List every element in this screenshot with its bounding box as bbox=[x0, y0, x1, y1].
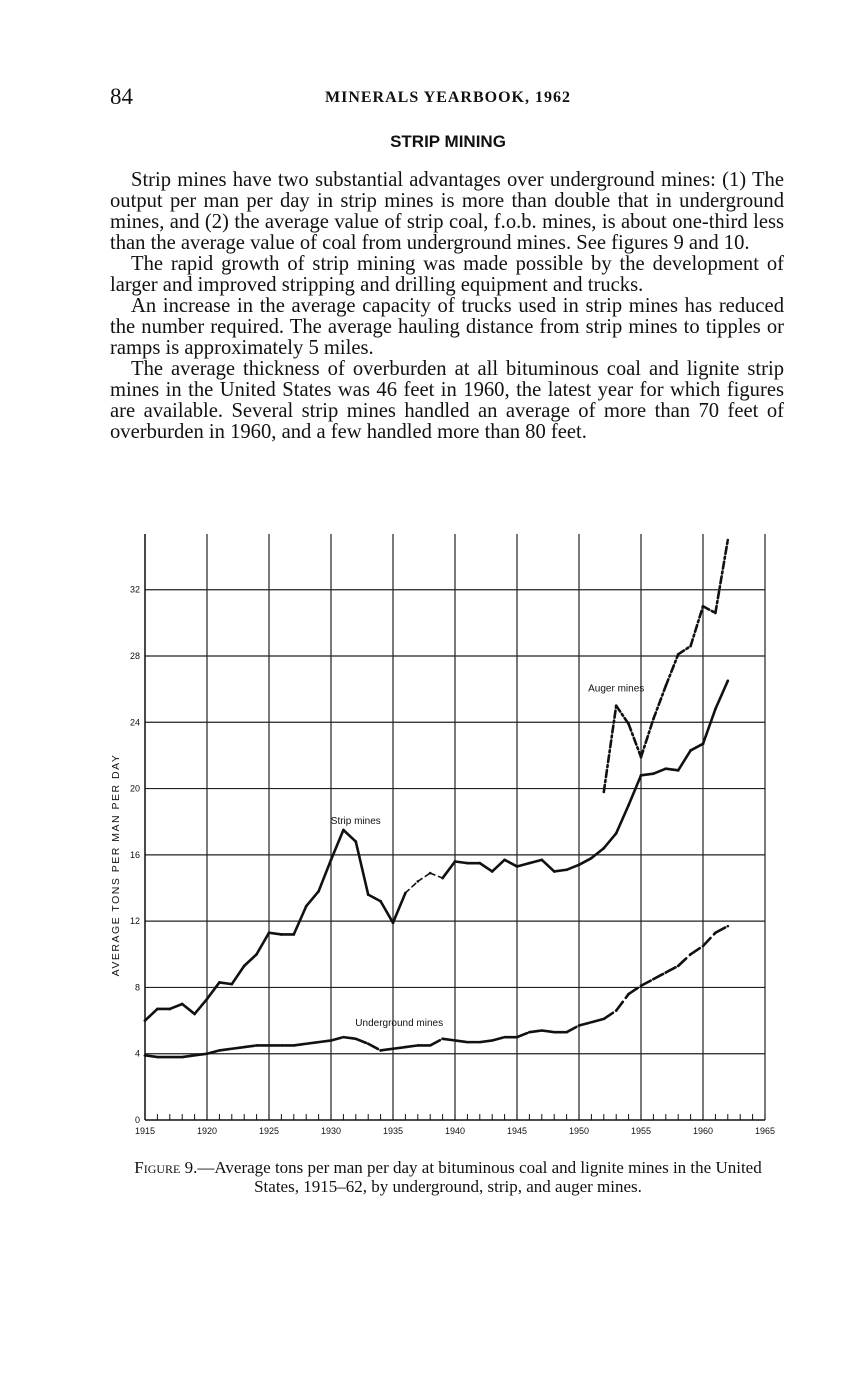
series-segment bbox=[517, 863, 529, 866]
series-segment bbox=[653, 973, 665, 980]
series-segment bbox=[393, 893, 405, 923]
series-segment bbox=[653, 769, 665, 774]
series-segment bbox=[319, 860, 331, 891]
series-segment bbox=[542, 1031, 554, 1033]
y-tick-label: 8 bbox=[134, 982, 140, 993]
x-tick-label: 1915 bbox=[134, 1126, 156, 1136]
data-point bbox=[652, 978, 655, 981]
data-point bbox=[603, 1018, 606, 1021]
data-point bbox=[578, 864, 581, 867]
series-segment bbox=[678, 954, 690, 966]
data-point bbox=[243, 1046, 246, 1049]
series-segment bbox=[591, 848, 603, 858]
data-point bbox=[553, 870, 556, 873]
series-segment bbox=[529, 1031, 541, 1033]
data-point bbox=[317, 1041, 320, 1044]
data-point bbox=[218, 1049, 221, 1052]
series-segment bbox=[232, 1047, 244, 1049]
data-point bbox=[565, 1031, 568, 1034]
data-point bbox=[516, 1036, 519, 1039]
series-segment bbox=[703, 933, 715, 946]
series-segment bbox=[567, 1026, 579, 1033]
series-segment bbox=[517, 1032, 529, 1037]
series-segment bbox=[294, 1044, 306, 1046]
data-point bbox=[491, 870, 494, 873]
series-segment bbox=[616, 994, 628, 1011]
series-segment bbox=[604, 833, 616, 848]
data-point bbox=[479, 862, 482, 865]
series-segment bbox=[232, 966, 244, 984]
data-point bbox=[392, 1047, 395, 1050]
series-segment bbox=[691, 946, 703, 954]
series-segment bbox=[331, 1037, 343, 1040]
series-segment bbox=[591, 1019, 603, 1022]
series-segment bbox=[715, 540, 727, 613]
data-point bbox=[156, 1008, 159, 1011]
data-point bbox=[727, 539, 730, 542]
data-point bbox=[640, 774, 643, 777]
series-segment bbox=[666, 769, 678, 771]
series-segment bbox=[182, 1004, 194, 1014]
data-point bbox=[144, 1054, 147, 1057]
y-tick-label: 4 bbox=[134, 1048, 140, 1059]
data-point bbox=[727, 925, 730, 928]
data-point bbox=[342, 829, 345, 832]
series-segment bbox=[715, 681, 727, 709]
series-segment bbox=[529, 860, 541, 863]
data-point bbox=[305, 905, 308, 908]
series-segment bbox=[393, 1047, 405, 1049]
series-segment bbox=[343, 1037, 355, 1039]
series-segment bbox=[492, 860, 504, 872]
series-segment bbox=[244, 954, 256, 966]
data-point bbox=[441, 877, 444, 880]
data-point bbox=[280, 933, 283, 936]
series-segment bbox=[294, 906, 306, 934]
data-point bbox=[677, 653, 680, 656]
data-point bbox=[193, 1054, 196, 1057]
data-point bbox=[702, 743, 705, 746]
data-point bbox=[603, 791, 606, 794]
data-point bbox=[181, 1056, 184, 1059]
section-heading: STRIP MINING bbox=[390, 132, 506, 151]
figure-caption bbox=[110, 1158, 786, 1196]
data-point bbox=[466, 862, 469, 865]
line-chart bbox=[100, 530, 790, 1150]
data-point bbox=[206, 1052, 209, 1055]
series-segment bbox=[554, 870, 566, 872]
running-head: MINERALS YEARBOOK, 1962 bbox=[325, 89, 571, 106]
data-point bbox=[603, 847, 606, 850]
data-point bbox=[454, 1039, 457, 1042]
series-segment bbox=[715, 926, 727, 933]
data-point bbox=[330, 859, 333, 862]
series-label: Strip mines bbox=[330, 816, 381, 827]
y-tick-label: 32 bbox=[129, 584, 140, 595]
series-segment bbox=[480, 863, 492, 871]
series-segment bbox=[219, 982, 231, 984]
y-tick-label: 12 bbox=[129, 916, 140, 927]
series-segment bbox=[381, 901, 393, 923]
series-segment bbox=[443, 861, 455, 878]
series-segment bbox=[455, 1040, 467, 1042]
data-point bbox=[441, 1038, 444, 1041]
data-point bbox=[367, 1042, 370, 1045]
data-point bbox=[615, 1009, 618, 1012]
data-point bbox=[379, 900, 382, 903]
data-point bbox=[689, 645, 692, 648]
data-point bbox=[689, 749, 692, 752]
series-segment bbox=[195, 1054, 207, 1056]
series-segment bbox=[257, 933, 269, 955]
series-segment bbox=[616, 805, 628, 833]
data-point bbox=[677, 965, 680, 968]
data-point bbox=[404, 1046, 407, 1049]
paragraph: The average thickness of overburden at all bituminous coal and lignite strip mines in the United States was 46 feet in 1960, the latest year for which figures are available. Several strip mines handled an average of more than 70 feet of overburden in 1960, and a few handled more than 80 feet. bbox=[110, 358, 784, 443]
series-segment bbox=[244, 1045, 256, 1047]
series-segment bbox=[368, 895, 380, 902]
paragraph: An increase in the average capacity of trucks used in strip mines has reduced the number required. The average hauling distance from strip mines to tipples or ramps is approximately 5 miles. bbox=[110, 295, 784, 359]
data-point bbox=[652, 718, 655, 721]
paragraph: Strip mines have two substantial advantages over underground mines: (1) The output per man per day in strip mines is more than double that in underground mines, and (2) the average value of strip coal, f.o.b. mines, is about one-third less than the average value of coal from underground mines. See figures 9 and 10. bbox=[110, 169, 784, 254]
data-point bbox=[169, 1056, 172, 1059]
data-point bbox=[268, 931, 271, 934]
series-segment bbox=[629, 775, 641, 805]
series-segment bbox=[579, 858, 591, 865]
data-point bbox=[379, 1049, 382, 1052]
data-point bbox=[355, 1038, 358, 1041]
series-segment bbox=[678, 750, 690, 770]
data-point bbox=[528, 862, 531, 865]
data-point bbox=[392, 922, 395, 925]
data-point bbox=[665, 685, 668, 688]
data-point bbox=[516, 865, 519, 868]
data-point bbox=[677, 769, 680, 772]
data-point bbox=[156, 1056, 159, 1059]
series-segment bbox=[381, 1049, 393, 1051]
data-point bbox=[293, 933, 296, 936]
data-point bbox=[255, 1044, 258, 1047]
data-point bbox=[417, 1044, 420, 1047]
series-segment bbox=[207, 982, 219, 999]
series-segment bbox=[405, 1045, 417, 1047]
series-segment bbox=[405, 881, 417, 893]
series-segment bbox=[604, 1011, 616, 1019]
data-point bbox=[689, 953, 692, 956]
series-segment bbox=[703, 709, 715, 744]
series-segment bbox=[579, 1022, 591, 1025]
data-point bbox=[342, 1036, 345, 1039]
series-segment bbox=[195, 999, 207, 1014]
data-point bbox=[429, 872, 432, 875]
series-auger-mines bbox=[603, 539, 730, 793]
x-tick-label: 1930 bbox=[320, 1126, 342, 1136]
series-segment bbox=[653, 686, 665, 719]
x-tick-label: 1955 bbox=[630, 1126, 652, 1136]
data-point bbox=[578, 1024, 581, 1027]
series-segment bbox=[145, 1009, 157, 1021]
series-segment bbox=[219, 1049, 231, 1051]
series-segment bbox=[145, 1055, 157, 1057]
series-segment bbox=[616, 706, 628, 724]
data-point bbox=[714, 612, 717, 615]
data-point bbox=[640, 984, 643, 987]
data-point bbox=[590, 857, 593, 860]
data-point bbox=[665, 971, 668, 974]
x-tick-label: 1920 bbox=[196, 1126, 218, 1136]
data-point bbox=[503, 859, 506, 862]
caption-label: Figure 9. bbox=[134, 1158, 198, 1177]
x-tick-label: 1925 bbox=[258, 1126, 280, 1136]
data-point bbox=[454, 860, 457, 863]
series-label: Auger mines bbox=[588, 683, 645, 695]
data-point bbox=[206, 998, 209, 1001]
data-point bbox=[491, 1039, 494, 1042]
data-point bbox=[627, 993, 630, 996]
data-point bbox=[181, 1003, 184, 1006]
data-point bbox=[665, 767, 668, 770]
series-segment bbox=[691, 744, 703, 751]
x-tick-label: 1940 bbox=[444, 1126, 466, 1136]
series-segment bbox=[368, 1044, 380, 1051]
data-point bbox=[702, 605, 705, 608]
series-segment bbox=[492, 1037, 504, 1040]
data-point bbox=[652, 772, 655, 775]
data-point bbox=[541, 859, 544, 862]
x-tick-label: 1935 bbox=[382, 1126, 404, 1136]
data-point bbox=[590, 1021, 593, 1024]
data-point bbox=[528, 1031, 531, 1034]
data-point bbox=[169, 1008, 172, 1011]
series-segment bbox=[356, 842, 368, 895]
caption-text: —Average tons per man per day at bituminous coal and lignite mines in the United States, 1915–62, by underground, strip, and auger mines. bbox=[197, 1158, 762, 1196]
series-segment bbox=[666, 654, 678, 685]
data-point bbox=[355, 840, 358, 843]
series-segment bbox=[666, 966, 678, 973]
series-segment bbox=[641, 719, 653, 757]
data-point bbox=[702, 945, 705, 948]
series-segment bbox=[542, 860, 554, 872]
data-point bbox=[404, 892, 407, 895]
data-point bbox=[429, 1044, 432, 1047]
page-header bbox=[110, 84, 786, 114]
y-axis-label: AVERAGE TONS PER MAN PER DAY bbox=[110, 753, 122, 977]
series-segment bbox=[430, 1039, 442, 1046]
y-tick-label: 16 bbox=[129, 849, 140, 860]
series-segment bbox=[455, 861, 467, 863]
data-point bbox=[280, 1044, 283, 1047]
series-segment bbox=[356, 1039, 368, 1044]
data-point bbox=[565, 868, 568, 871]
series-segment bbox=[641, 774, 653, 776]
data-point bbox=[714, 708, 717, 711]
series-segment bbox=[629, 724, 641, 757]
data-point bbox=[144, 1019, 147, 1022]
data-point bbox=[714, 931, 717, 934]
data-point bbox=[466, 1041, 469, 1044]
data-point bbox=[193, 1013, 196, 1016]
data-point bbox=[268, 1044, 271, 1047]
series-segment bbox=[269, 933, 281, 935]
data-point bbox=[615, 704, 618, 707]
y-tick-label: 24 bbox=[129, 717, 140, 728]
data-point bbox=[727, 680, 730, 683]
series-segment bbox=[604, 706, 616, 792]
series-segment bbox=[505, 860, 517, 867]
paragraph: The rapid growth of strip mining was made possible by the development of larger and improved stripping and drilling equipment and trucks. bbox=[110, 253, 784, 296]
series-segment bbox=[306, 1042, 318, 1044]
figure-9-chart bbox=[100, 530, 790, 1150]
data-point bbox=[330, 1039, 333, 1042]
data-point bbox=[243, 965, 246, 968]
data-point bbox=[541, 1029, 544, 1032]
data-point bbox=[627, 723, 630, 726]
series-segment bbox=[567, 865, 579, 870]
data-point bbox=[305, 1042, 308, 1045]
series-segment bbox=[443, 1039, 455, 1041]
data-point bbox=[640, 756, 643, 759]
data-point bbox=[627, 804, 630, 807]
x-tick-label: 1965 bbox=[754, 1126, 776, 1136]
series-segment bbox=[678, 646, 690, 654]
y-tick-label: 28 bbox=[129, 651, 140, 661]
series-segment bbox=[182, 1055, 194, 1057]
series-segment bbox=[703, 606, 715, 613]
series-segment bbox=[306, 891, 318, 906]
x-tick-label: 1945 bbox=[506, 1126, 528, 1136]
y-tick-label: 20 bbox=[129, 783, 140, 794]
x-tick-label: 1960 bbox=[692, 1126, 714, 1136]
data-point bbox=[615, 832, 618, 835]
series-segment bbox=[641, 979, 653, 986]
data-point bbox=[417, 880, 420, 883]
data-point bbox=[503, 1036, 506, 1039]
series-segment bbox=[418, 873, 430, 881]
x-tick-label: 1950 bbox=[568, 1126, 590, 1136]
data-point bbox=[231, 983, 234, 986]
data-point bbox=[293, 1044, 296, 1047]
data-point bbox=[553, 1031, 556, 1034]
series-label: Underground mines bbox=[355, 1018, 444, 1030]
data-point bbox=[218, 981, 221, 984]
series-segment bbox=[170, 1004, 182, 1009]
data-point bbox=[317, 890, 320, 893]
data-point bbox=[255, 953, 258, 956]
series-segment bbox=[691, 606, 703, 646]
series-segment bbox=[480, 1040, 492, 1042]
data-point bbox=[367, 893, 370, 896]
data-point bbox=[231, 1047, 234, 1050]
body-text bbox=[110, 170, 784, 443]
series-segment bbox=[319, 1040, 331, 1042]
y-tick-label: 0 bbox=[134, 1115, 140, 1125]
series-segment bbox=[430, 873, 442, 878]
series-segment bbox=[343, 830, 355, 842]
page-number: 84 bbox=[110, 84, 133, 109]
data-point bbox=[479, 1041, 482, 1044]
